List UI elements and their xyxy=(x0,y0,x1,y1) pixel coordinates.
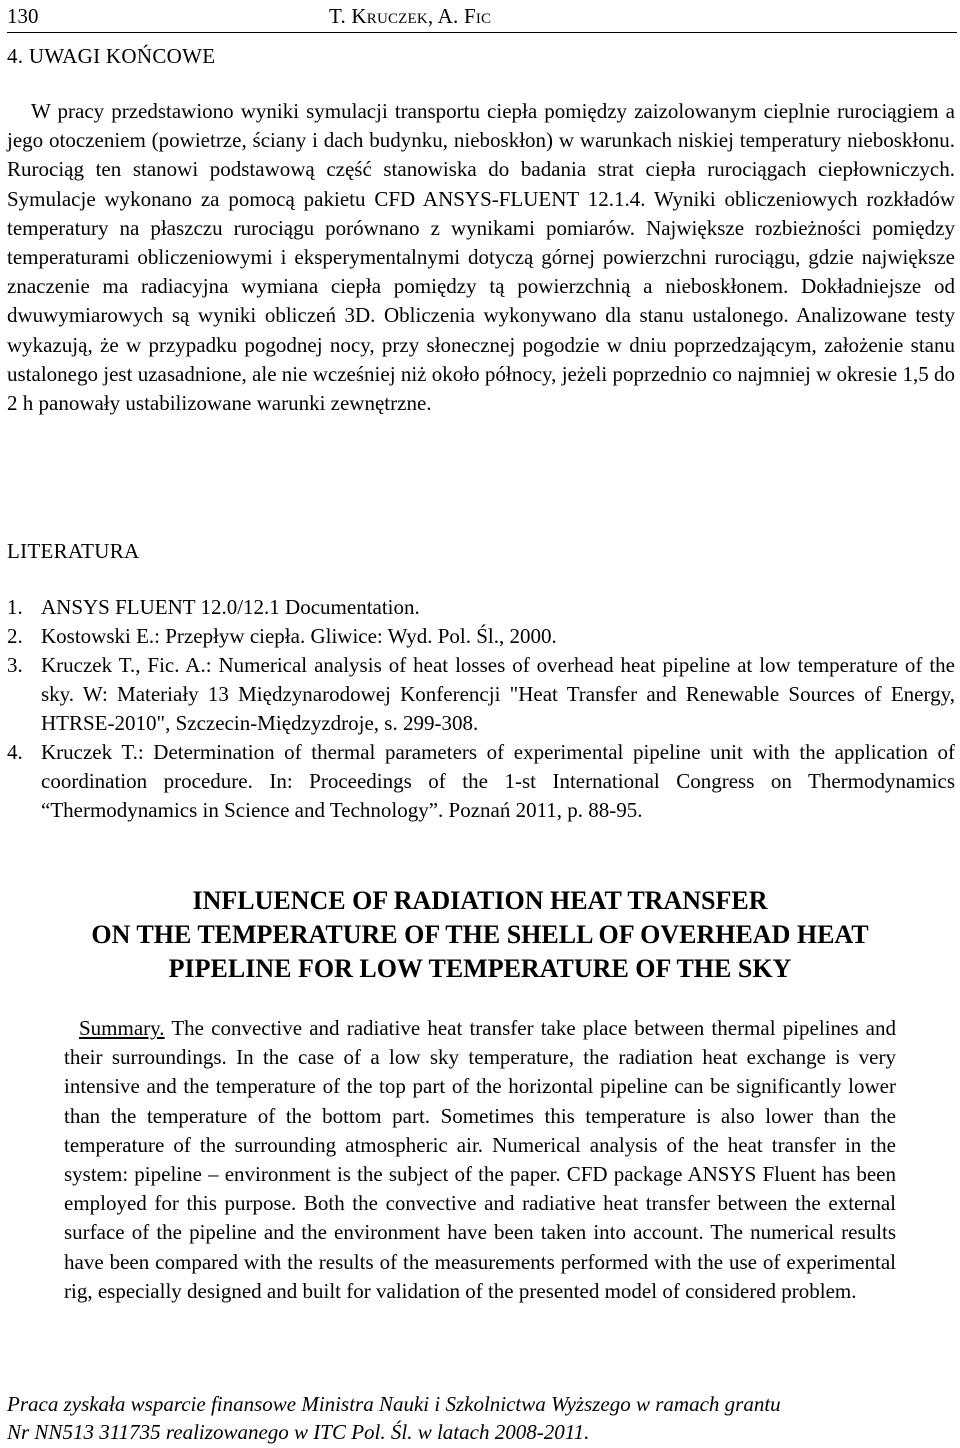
literature-heading: LITERATURA xyxy=(7,539,140,563)
english-title xyxy=(0,884,960,986)
reference-item xyxy=(7,738,955,825)
english-title-line: INFLUENCE OF RADIATION HEAT TRANSFER xyxy=(192,886,768,915)
funding-line: Nr NN513 311735 realizowanego w ITC Pol. Śl. w latach 2008-2011. xyxy=(7,1420,590,1444)
reference-text: Kruczek T.: Determination of thermal parameters of experimental pipeline unit with the application of coordination procedure. In: Proceedings of the 1-st International Congress on Thermodynamics “Thermodynamics in Science and Technology”. Poznań 2011, p. 88-95. xyxy=(41,740,955,822)
reference-item xyxy=(7,622,955,651)
english-title-line: ON THE TEMPERATURE OF THE SHELL OF OVERHEAD HEAT xyxy=(91,920,869,949)
reference-number: 1. xyxy=(7,595,23,619)
page-number: 130 xyxy=(7,4,39,28)
reference-number: 2. xyxy=(7,624,23,648)
reference-number: 4. xyxy=(7,740,23,764)
reference-list xyxy=(7,593,955,825)
conclusions-paragraph: W pracy przedstawiono wyniki symulacji transportu ciepła pomiędzy zaizolowanym cieplnie rurociągiem a jego otoczeniem (powietrze, ściany i dach budynku, nieboskłon) w warunkach niskiej temperatury nieboskłonu. Rurociąg ten stanowi podstawową część stanowiska do badania strat ciepła rurociągach ciepłowniczych. Symulacje wykonano za pomocą pakietu CFD ANSYS-FLUENT 12.1.4. Wyniki obliczeniowych rozkładów temperatury na płaszczu rurociągu porównano z wynikami pomiarów. Największe rozbieżności pomiędzy temperaturami obliczeniowymi i eksperymentalnymi dotyczą górnej powierzchni rurociągu, gdzie największe znaczenie ma radiacyjna wymiana ciepła pomiędzy tą powierzchnią a nieboskłonem. Dokładniejsze od dwuwymiarowych są wyniki obliczeń 3D. Obliczenia wykonywano dla stanu ustalonego. Analizowane testy wykazują, że w przypadku pogodnej nocy, przy słonecznej pogodzie w dniu poprzedzającym, założenie stanu ustalonego jest uzasadnione, ale nie wcześniej niż około północy, jeżeli poprzednio co najmniej w okresie 1,5 do 2 h panowały ustabilizowane warunki zewnętrzne. xyxy=(7,99,955,416)
summary-paragraph xyxy=(64,1014,896,1306)
reference-text: Kruczek T., Fic. A.: Numerical analysis of heat losses of overhead heat pipeline at low temperature of the sky. W: Materiały 13 Międzynarodowej Konferencji "Heat Transfer and Renewable Sources of Energy, HTRSE-2010", Szczecin-Międzyzdroje, s. 299-308. xyxy=(41,653,955,735)
english-title-line: PIPELINE FOR LOW TEMPERATURE OF THE SKY xyxy=(168,954,792,983)
summary-label: Summary. xyxy=(79,1016,165,1040)
reference-text: ANSYS FLUENT 12.0/12.1 Documentation. xyxy=(41,595,420,619)
section-heading: 4. UWAGI KOŃCOWE xyxy=(7,44,216,68)
summary-text: The convective and radiative heat transfer take place between thermal pipelines and their surroundings. In the case of a low sky temperature, the radiation heat exchange is very intensive and the temperature of the top part of the horizontal pipeline can be significantly lower than the temperature of the bottom part. Sometimes this temperature is also lower than the temperature of the surrounding atmospheric air. Numerical analysis of the heat transfer in the system: pipeline – environment is the subject of the paper. CFD package ANSYS Fluent has been employed for this purpose. Both the convective and radiative heat transfer between the external surface of the pipeline and the environment have been taken into account. The numerical results have been compared with the results of the measurements performed with the use of experimental rig, especially designed and built for validation of the presented model of considered problem. xyxy=(64,1016,896,1303)
running-head: T. Kruczek, A. Fic xyxy=(329,4,492,28)
reference-item xyxy=(7,651,955,738)
page-header xyxy=(7,2,957,33)
reference-number: 3. xyxy=(7,653,23,677)
reference-text: Kostowski E.: Przepływ ciepła. Gliwice: Wyd. Pol. Śl., 2000. xyxy=(41,624,557,648)
reference-item xyxy=(7,593,955,622)
funding-line: Praca zyskała wsparcie finansowe Ministra Nauki i Szkolnictwa Wyższego w ramach grantu xyxy=(7,1392,781,1416)
funding-note xyxy=(7,1390,955,1446)
